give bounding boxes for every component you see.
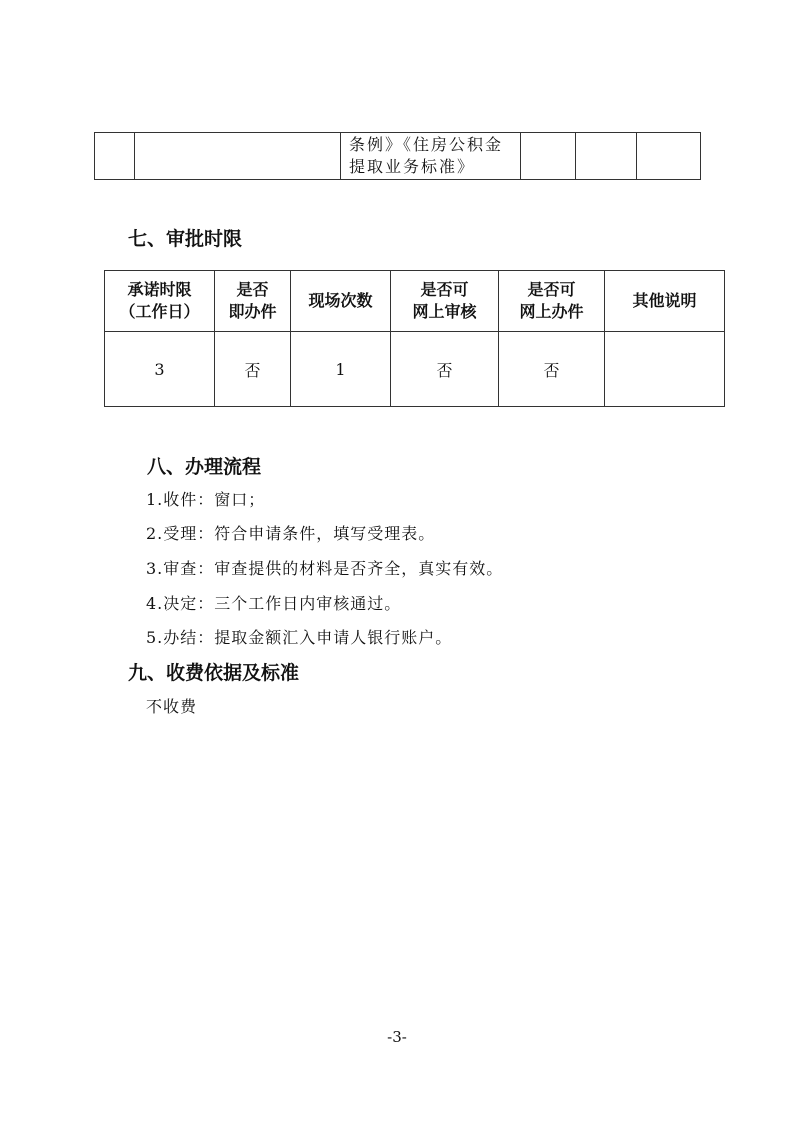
header-online-review [391,271,499,332]
continuation-table [94,132,701,180]
table-header-row [105,271,725,332]
header-instant-line-1: 是否 [236,280,269,299]
header-other: 其他说明 [605,271,725,332]
header-visits: 现场次数 [291,271,391,332]
legal-basis-cell [341,133,521,180]
header-online-handle-line-2: 网上办件 [519,302,584,321]
header-commit-limit-line-1: 承诺时限 [127,280,192,299]
header-online-review-line-1: 是否可 [420,280,469,299]
section-9-heading: 九、收费依据及标准 [128,662,300,684]
value-online-handle: 否 [499,332,605,407]
header-instant-line-2: 即办件 [228,302,277,321]
table-cell [637,133,701,180]
process-step-4: 4.决定：三个工作日内审核通过。 [146,594,402,613]
header-instant [215,271,291,332]
legal-basis-line-2: 提取业务标准》 [349,157,476,176]
value-instant: 否 [215,332,291,407]
process-step-1: 1.收件：窗口； [146,490,266,509]
table-row [105,332,725,407]
table-cell [576,133,637,180]
table-row [95,133,701,180]
value-other [605,332,725,407]
fee-text: 不收费 [146,697,198,716]
section-8-heading: 八、办理流程 [147,456,262,478]
process-step-3: 3.审查：审查提供的材料是否齐全，真实有效。 [146,559,504,578]
process-step-2: 2.受理：符合申请条件，填写受理表。 [146,524,436,543]
process-step-5: 5.办结：提取金额汇入申请人银行账户。 [146,628,453,647]
value-commit-limit: 3 [105,332,215,407]
header-commit-limit-line-2: （工作日） [119,302,200,321]
page-number: -3- [387,1028,407,1046]
header-online-handle [499,271,605,332]
section-7-heading: 七、审批时限 [128,228,243,250]
value-online-review: 否 [391,332,499,407]
value-visits: 1 [291,332,391,407]
table-cell [521,133,576,180]
table-cell [135,133,341,180]
table-cell [95,133,135,180]
approval-time-limit-table [104,270,725,407]
header-online-handle-line-1: 是否可 [527,280,576,299]
header-commit-limit [105,271,215,332]
header-online-review-line-2: 网上审核 [412,302,477,321]
legal-basis-line-1: 条例》《住房公积金 [349,135,504,154]
